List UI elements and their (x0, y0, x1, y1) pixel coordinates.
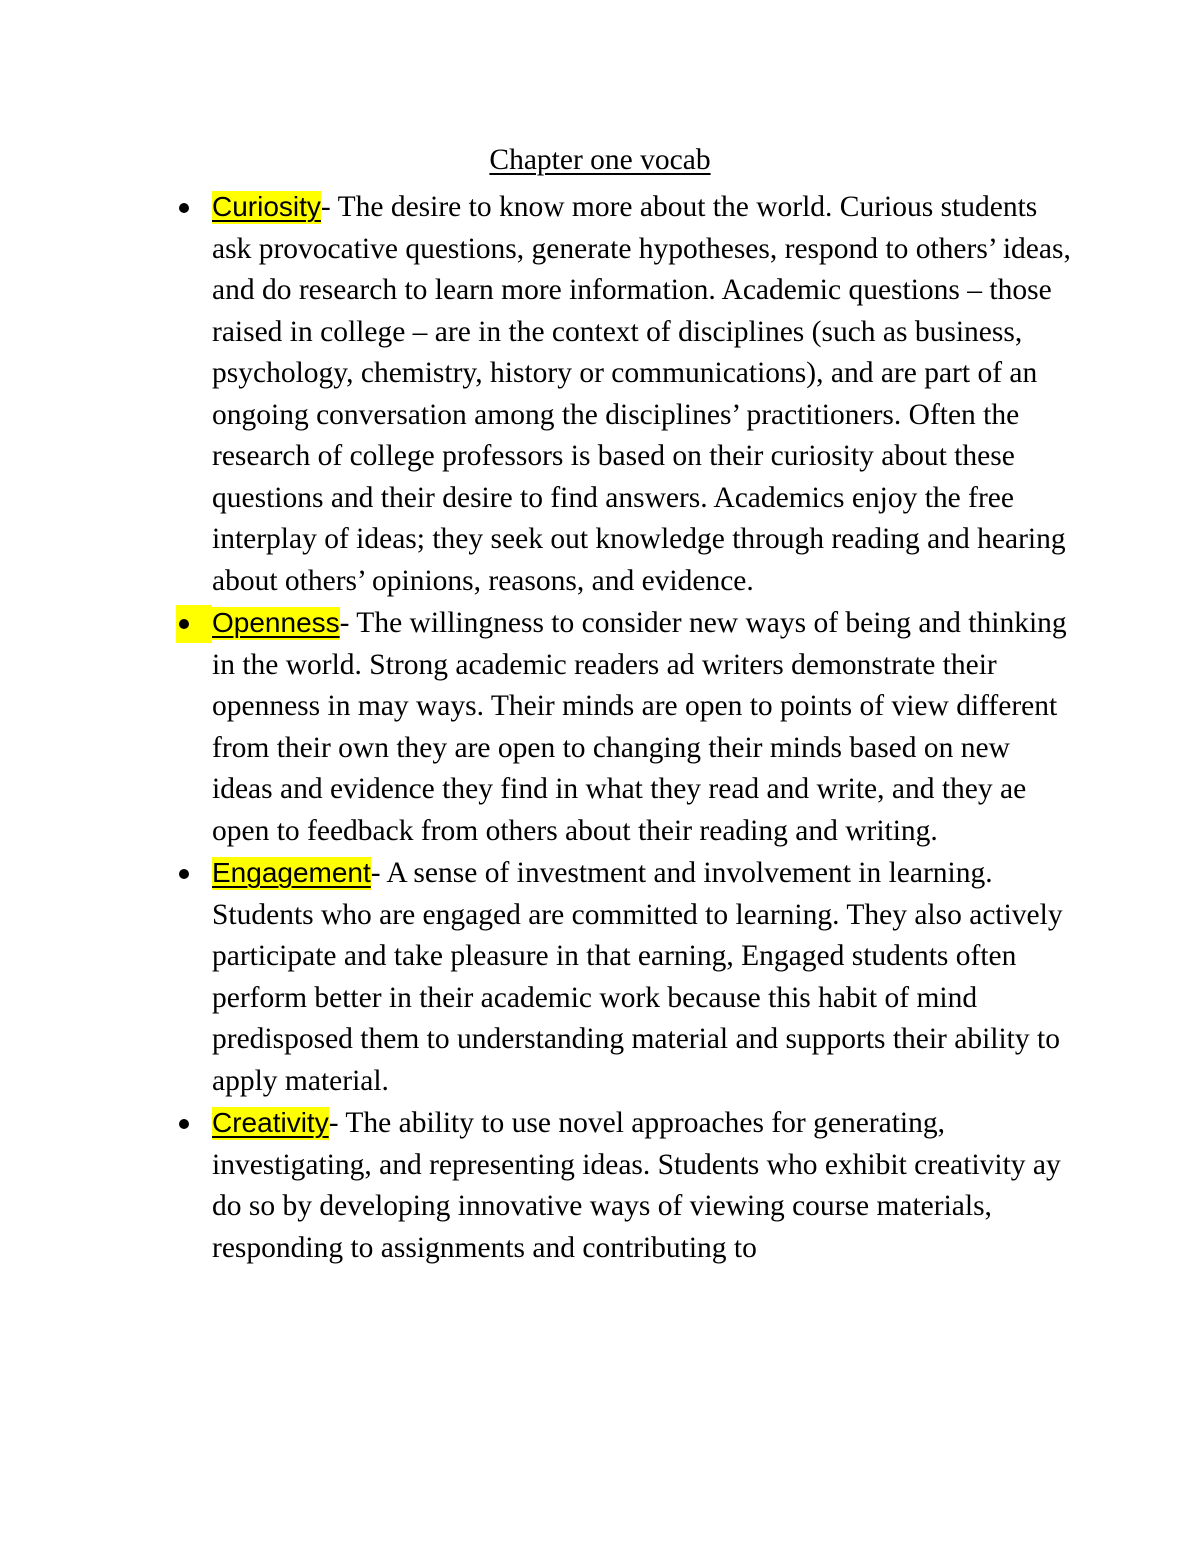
vocab-list (212, 186, 1072, 1269)
vocab-term: Curiosity (212, 191, 321, 222)
vocab-definition: - A sense of investment and involvement in learning. Students who are engaged are committed to learning. They also actively participate and take pleasure in that earning, Engaged students often perform better in their academic work because this habit of mind predisposed them to understanding material and supports their ability to apply material. (212, 857, 1063, 1097)
bullet-highlight (176, 605, 212, 643)
bullet-icon (179, 869, 189, 879)
list-item-engagement (212, 852, 1072, 1102)
bullet-icon (179, 619, 189, 629)
list-item-openness (212, 602, 1072, 852)
vocab-term: Creativity (212, 1107, 329, 1138)
vocab-definition: - The desire to know more about the world. Curious students ask provocative questions, generate hypotheses, respond to others’ ideas, and do research to learn more information. Academic questions – those raised in college – are in the context of disciplines (such as business, psychology, chemistry, history or communications), and are part of an ongoing conversation among the disciplines’ practitioners. Often the research of college professors is based on their curiosity about these questions and their desire to find answers. Academics enjoy the free interplay of ideas; they seek out knowledge through reading and hearing about others’ opinions, reasons, and evidence. (212, 191, 1071, 597)
page-title: Chapter one vocab (489, 144, 711, 176)
vocab-term: Openness (212, 607, 340, 638)
bullet-icon (179, 203, 189, 213)
list-item-curiosity (212, 186, 1072, 602)
vocab-term: Engagement (212, 857, 371, 888)
vocab-definition: - The willingness to consider new ways of being and thinking in the world. Strong academic readers ad writers demonstrate their openness in may ways. Their minds are open to points of view different from their own they are open to changing their minds based on new ideas and evidence they find in what they read and write, and they ae open to feedback from others about their reading and writing. (212, 607, 1067, 847)
bullet-icon (179, 1119, 189, 1129)
list-item-creativity (212, 1102, 1072, 1269)
vocab-definition: - The ability to use novel approaches for generating, investigating, and representing ideas. Students who exhibit creativity ay do so by developing innovative ways of viewing course materials, responding to assignments and contributing to (212, 1107, 1061, 1264)
